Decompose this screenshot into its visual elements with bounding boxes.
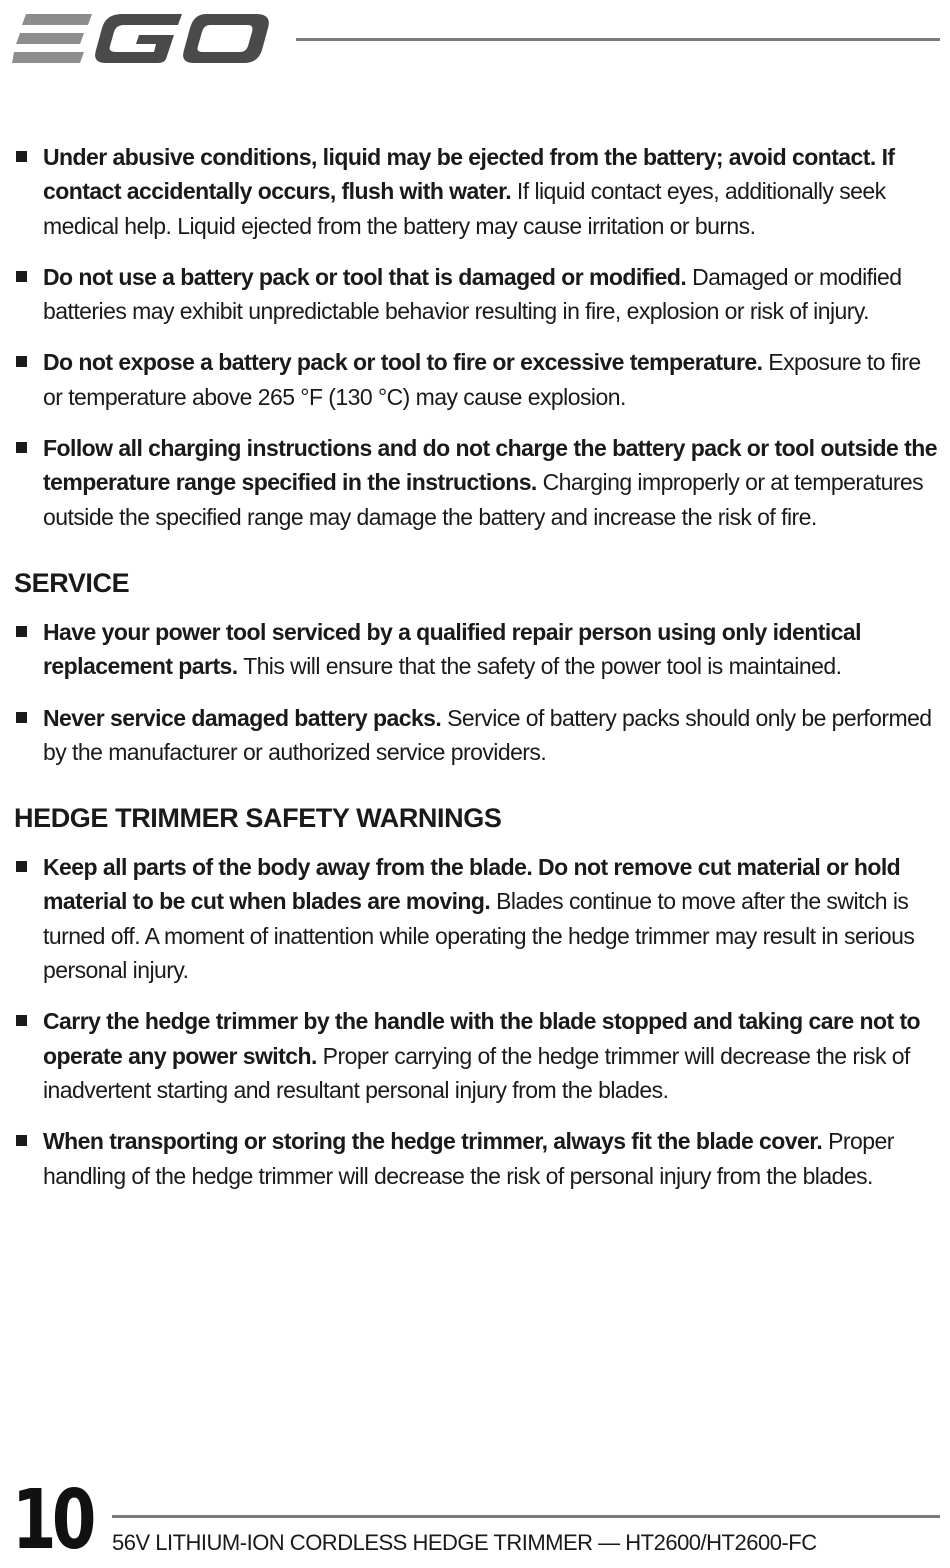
- footer-title: 56V LITHIUM-ION CORDLESS HEDGE TRIMMER — HT2600/HT2600-FC: [112, 1530, 817, 1555]
- list-item: [14, 1004, 940, 1107]
- list-item: [14, 345, 940, 414]
- warning-text: Blades continue to move after the switch is turned off. A moment of inattention while operating the hedge trimmer may result in serious personal injury.: [43, 888, 915, 984]
- page-number: 10: [12, 1473, 92, 1568]
- warning-bold-text: Never service damaged battery packs.: [43, 704, 442, 731]
- service-heading: SERVICE: [14, 567, 130, 598]
- header-rule: [296, 38, 940, 41]
- bullet-square-icon: [16, 861, 27, 872]
- ego-logo: [12, 10, 272, 70]
- footer-rule: [112, 1515, 940, 1518]
- list-item: [14, 615, 940, 684]
- warning-bold-text: Follow all charging instructions and do not charge the battery pack or tool outside the temperature range specified in the instructions.: [43, 435, 937, 496]
- bullet-square-icon: [16, 712, 27, 723]
- warning-bold-text: Do not expose a battery pack or tool to fire or excessive temperature.: [43, 349, 763, 376]
- warning-text: Proper carrying of the hedge trimmer will decrease the risk of inadvertent starting and resultant personal injury from the blades.: [43, 1042, 910, 1103]
- hedge-trimmer-list: [14, 850, 940, 1193]
- page-content: [14, 140, 940, 1193]
- list-item: [14, 140, 940, 243]
- list-item: [14, 260, 940, 329]
- warning-text: Proper handling of the hedge trimmer will decrease the risk of personal injury from the blades.: [43, 1128, 894, 1189]
- warning-bold-text: Keep all parts of the body away from the blade. Do not remove cut material or hold material to be cut when blades are moving.: [43, 854, 901, 915]
- warning-text: This will ensure that the safety of the power tool is maintained.: [237, 653, 842, 680]
- warning-bold-text: Have your power tool serviced by a qualified repair person using only identical replacement parts.: [43, 618, 861, 680]
- bullet-square-icon: [16, 1015, 27, 1026]
- list-item: [14, 1124, 940, 1193]
- warning-text: Damaged or modified batteries may exhibit unpredictable behavior resulting in fire, explosion or risk of injury.: [43, 263, 902, 325]
- warning-bold-text: Under abusive conditions, liquid may be ejected from the battery; avoid contact. If contact accidentally occurs, flush with water.: [43, 144, 895, 205]
- list-item: [14, 431, 940, 534]
- logo-letter-o: [183, 14, 269, 63]
- warning-bold-text: Carry the hedge trimmer by the handle with the blade stopped and taking care not to operate any power switch.: [43, 1008, 921, 1069]
- service-list: [14, 615, 940, 769]
- bullet-square-icon: [16, 151, 27, 162]
- list-item: [14, 701, 940, 770]
- warning-text: If liquid contact eyes, additionally seek medical help. Liquid ejected from the battery may cause irritation or burns.: [43, 178, 886, 239]
- logo-letter-e: [12, 14, 92, 63]
- bullet-square-icon: [16, 356, 27, 367]
- bullet-square-icon: [16, 1135, 27, 1146]
- battery-warnings-list: [14, 140, 940, 534]
- list-item: [14, 850, 940, 987]
- logo-letter-g: [95, 14, 182, 63]
- bullet-square-icon: [16, 271, 27, 282]
- warning-text: Service of battery packs should only be performed by the manufacturer or authorized service providers.: [43, 704, 932, 765]
- warning-bold-text: When transporting or storing the hedge trimmer, always fit the blade cover.: [43, 1128, 823, 1155]
- warning-bold-text: Do not use a battery pack or tool that is damaged or modified.: [43, 263, 687, 290]
- warning-text: Charging improperly or at temperatures outside the specified range may damage the battery and increase the risk of fire.: [43, 469, 924, 530]
- warning-text: Exposure to fire or temperature above 265 °F (130 °C) may cause explosion.: [43, 349, 921, 410]
- bullet-square-icon: [16, 626, 27, 637]
- hedge-trimmer-heading: HEDGE TRIMMER SAFETY WARNINGS: [14, 803, 502, 834]
- page-header: [0, 0, 950, 80]
- bullet-square-icon: [16, 442, 27, 453]
